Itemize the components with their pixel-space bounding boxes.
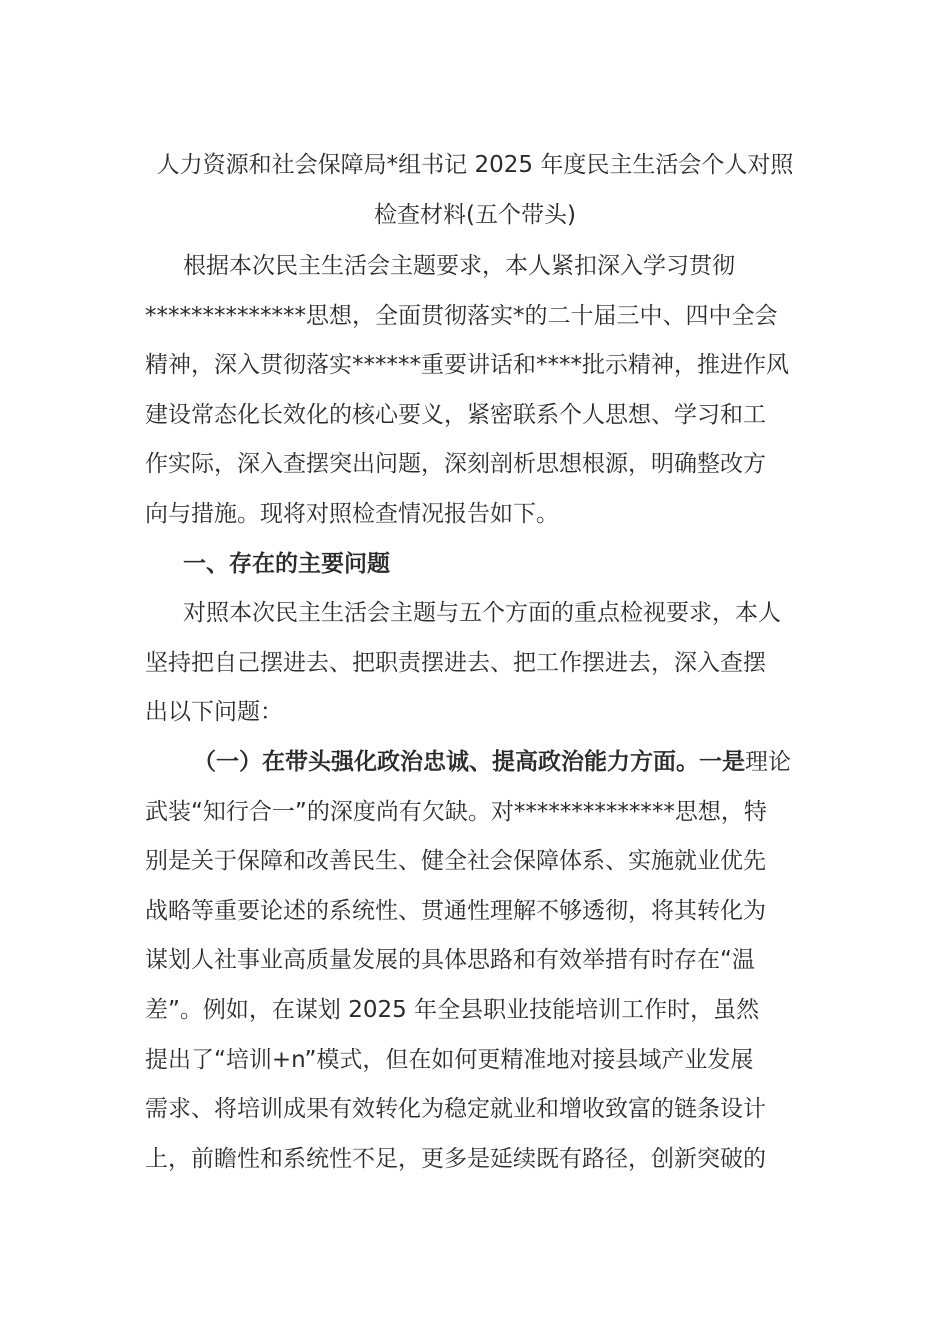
- text-line: 建设常态化长效化的核心要义，紧密联系个人思想、学习和工: [145, 401, 766, 428]
- subsection-heading: （一）在带头强化政治忠诚、提高政治能力方面。一是: [193, 748, 745, 775]
- text-line: 坚持把自己摆进去、把职责摆进去、把工作摆进去，深入查摆: [145, 649, 766, 676]
- text-line: 差”。例如，在谋划 2025 年全县职业技能培训工作时，虽然: [145, 996, 760, 1023]
- intro-paragraph: [145, 242, 805, 540]
- title-line: 检查材料(五个带头): [374, 202, 576, 228]
- text-line: [145, 738, 805, 788]
- text-line: 提出了“培训+n”模式，但在如何更精准地对接县域产业发展: [145, 1046, 754, 1073]
- text-line: 出以下问题：: [145, 699, 283, 726]
- text-line: 上，前瞻性和系统性不足，更多是延续既有路径，创新突破的: [145, 1145, 766, 1172]
- title-line: 人力资源和社会保障局*组书记 2025 年度民主生活会个人对照: [156, 152, 794, 178]
- text-line: 对照本次民主生活会主题与五个方面的重点检视要求，本人: [183, 600, 781, 627]
- document-body: [145, 140, 805, 1184]
- text-line: 谋划人社事业高质量发展的具体思路和有效举措有时存在“温: [145, 947, 755, 974]
- text-line: 武装“知行合一”的深度尚有欠缺。对**************思想，特: [145, 798, 767, 825]
- text-line: 精神，深入贯彻落实******重要讲话和****批示精神，推进作风: [145, 352, 789, 379]
- section-heading: 一、存在的主要问题: [183, 550, 390, 577]
- text-line: 战略等重要论述的系统性、贯通性理解不够透彻，将其转化为: [145, 897, 766, 924]
- subsection-paragraph: [145, 738, 805, 1184]
- text-line: **************思想，全面贯彻落实*的二十届三中、四中全会: [145, 302, 778, 329]
- text-line: 根据本次民主生活会主题要求，本人紧扣深入学习贯彻: [183, 253, 735, 279]
- subsection-lead-text: 理论: [745, 748, 791, 775]
- text-line: 向与措施。现将对照检查情况报告如下。: [145, 500, 559, 527]
- section-intro-paragraph: [145, 589, 805, 738]
- document-title: [145, 140, 805, 240]
- text-line: 需求、将培训成果有效转化为稳定就业和增收致富的链条设计: [145, 1096, 766, 1123]
- text-line: 别是关于保障和改善民生、健全社会保障体系、实施就业优先: [145, 848, 766, 875]
- text-line: 作实际，深入查摆突出问题，深刻剖析思想根源，明确整改方: [145, 451, 766, 478]
